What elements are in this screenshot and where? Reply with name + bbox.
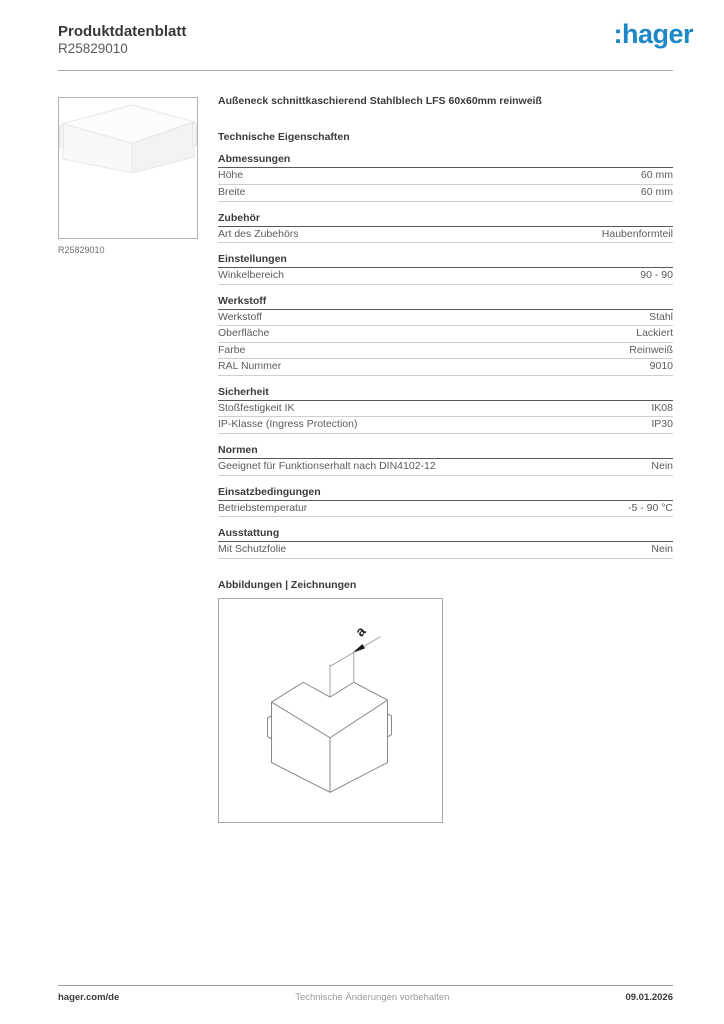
spec-row <box>218 542 673 559</box>
spec-value: Nein <box>651 460 673 473</box>
spec-label: Farbe <box>218 343 246 356</box>
spec-value: 60 mm <box>640 186 673 199</box>
tech-properties-heading: Technische Eigenschaften <box>218 131 350 144</box>
section-einsatzbedingungen <box>218 487 673 518</box>
section-zubehoer <box>218 213 673 244</box>
technical-drawing <box>218 598 443 823</box>
spec-label: Werkstoff <box>218 310 262 323</box>
spec-label: Stoßfestigkeit IK <box>218 401 295 414</box>
section-einstellungen <box>218 254 673 285</box>
content-column <box>218 95 673 823</box>
spec-label: Geeignet für Funktionserhalt nach DIN4102-12 <box>218 460 436 473</box>
footer-disclaimer: Technische Änderungen vorbehalten <box>295 992 450 1003</box>
spec-row <box>218 185 673 202</box>
section-sicherheit <box>218 387 673 434</box>
spec-value: Reinweiß <box>629 343 673 356</box>
spec-row <box>218 310 673 327</box>
spec-label: Art des Zubehörs <box>218 227 299 240</box>
spec-value: Haubenformteil <box>601 227 673 240</box>
spec-row <box>218 168 673 185</box>
spec-value: IK08 <box>651 401 673 414</box>
spec-row <box>218 401 673 418</box>
section-werkstoff <box>218 296 673 376</box>
page-header <box>0 0 724 58</box>
spec-label: Breite <box>218 186 246 199</box>
spec-value: IP30 <box>651 418 673 431</box>
corner-piece-photo <box>59 98 197 238</box>
corner-piece-drawing <box>219 599 442 822</box>
drawings-heading: Abbildungen | Zeichnungen <box>218 578 357 591</box>
spec-value: 9010 <box>649 360 673 373</box>
document-title: Produktdatenblatt <box>58 23 187 40</box>
product-photo-caption: R25829010 <box>58 244 105 255</box>
footer-website-link[interactable]: hager.com/de <box>58 992 120 1003</box>
dimension-label: a <box>351 622 369 640</box>
section-title: Zubehör <box>218 213 673 227</box>
spec-value: Lackiert <box>636 327 673 340</box>
footer-date: 09.01.2026 <box>625 992 673 1003</box>
spec-label: Höhe <box>218 169 244 182</box>
spec-label: IP-Klasse (Ingress Protection) <box>218 418 358 431</box>
section-title: Abmessungen <box>218 154 673 168</box>
spec-row <box>218 459 673 476</box>
spec-label: Oberfläche <box>218 327 270 340</box>
spec-row <box>218 343 673 360</box>
section-title: Einstellungen <box>218 254 673 268</box>
hager-logo: :hager <box>613 19 693 49</box>
section-title: Einsatzbedingungen <box>218 487 673 501</box>
product-title: Außeneck schnittkaschierend Stahlblech LFS 60x60mm reinweiß <box>218 94 542 107</box>
section-title: Werkstoff <box>218 296 673 310</box>
spec-label: RAL Nummer <box>218 360 282 373</box>
spec-row <box>218 268 673 285</box>
spec-value: -5 - 90 °C <box>627 501 673 514</box>
section-abmessungen <box>218 154 673 201</box>
spec-label: Betriebstemperatur <box>218 501 308 514</box>
section-title: Ausstattung <box>218 528 673 542</box>
product-photo <box>58 97 198 239</box>
page-footer <box>58 985 673 1003</box>
product-image-column <box>58 97 198 255</box>
spec-value: 60 mm <box>640 169 673 182</box>
spec-value: Stahl <box>649 310 673 323</box>
spec-label: Mit Schutzfolie <box>218 543 287 556</box>
product-id: R25829010 <box>58 41 128 56</box>
spec-label: Winkelbereich <box>218 269 284 282</box>
spec-row <box>218 359 673 376</box>
spec-row <box>218 227 673 244</box>
section-title: Normen <box>218 445 673 459</box>
spec-value: 90 - 90 <box>640 269 673 282</box>
spec-row <box>218 326 673 343</box>
spec-value: Nein <box>651 543 673 556</box>
spec-row <box>218 501 673 518</box>
section-title: Sicherheit <box>218 387 673 401</box>
main-area <box>58 71 673 823</box>
section-normen <box>218 445 673 476</box>
spec-row <box>218 417 673 434</box>
section-ausstattung <box>218 528 673 559</box>
